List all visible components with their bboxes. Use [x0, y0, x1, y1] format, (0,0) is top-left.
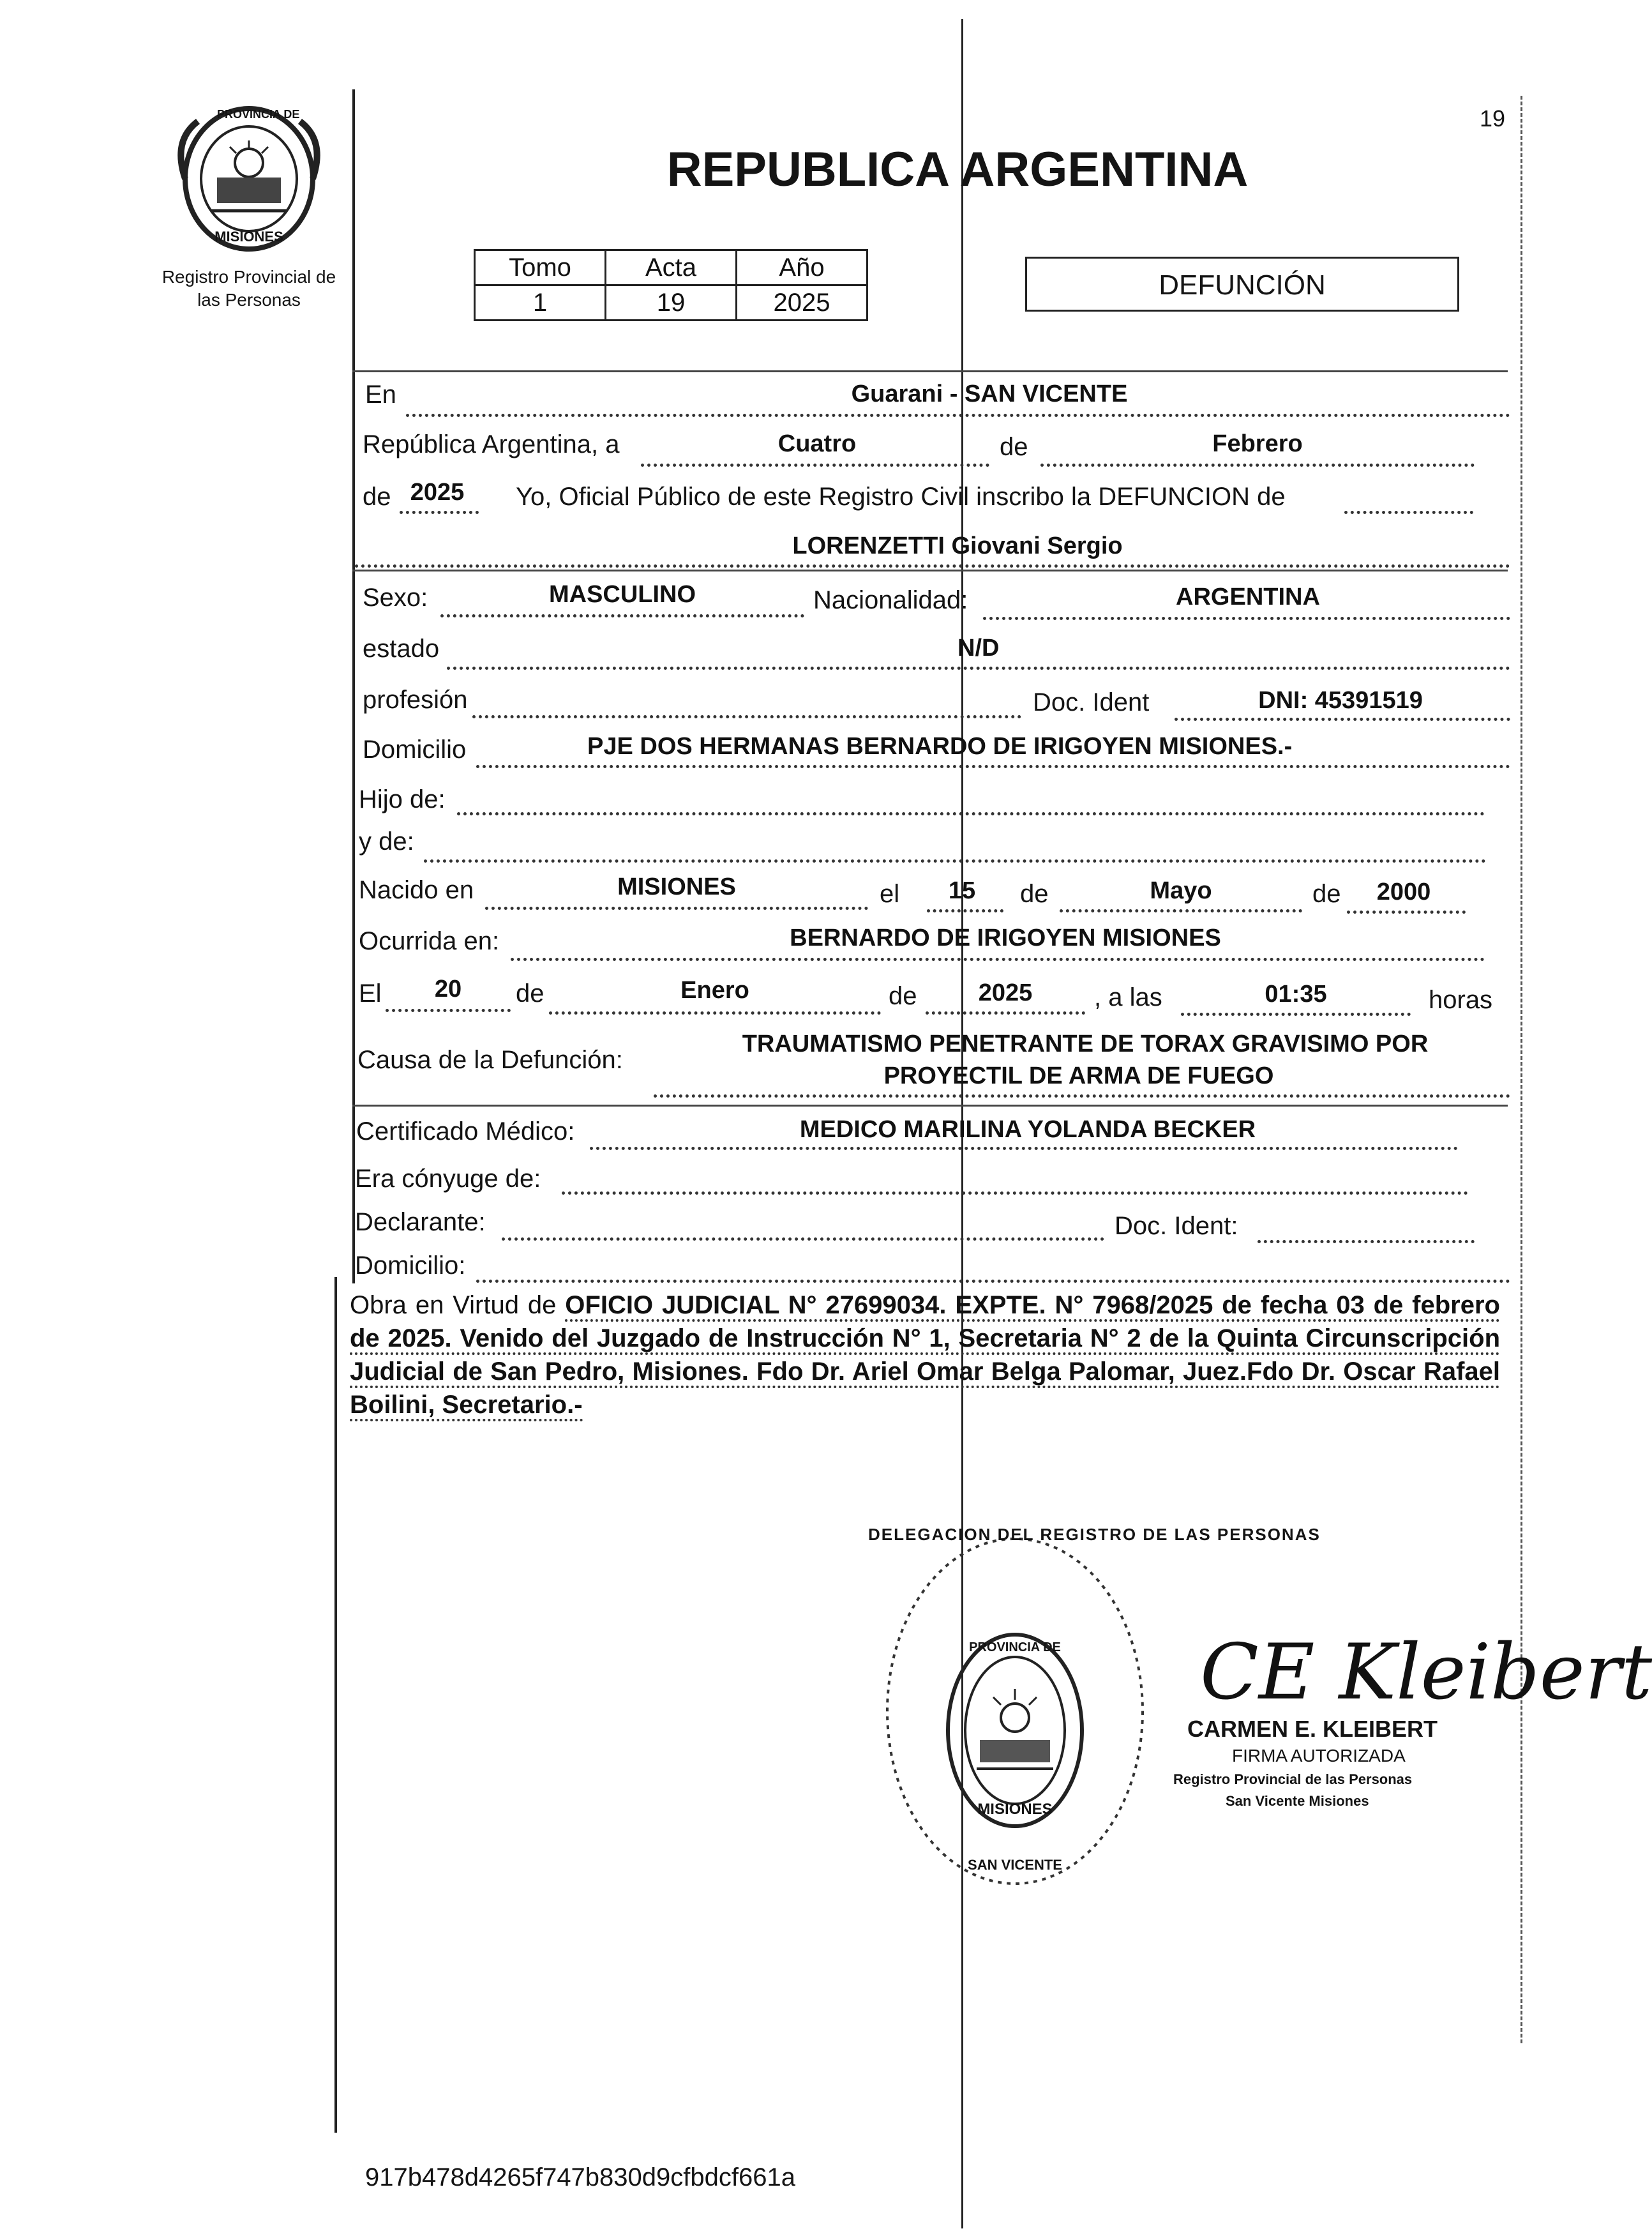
hijo-dotline	[457, 812, 1485, 815]
certificado-dotline	[590, 1147, 1458, 1150]
page-number: 19	[1480, 105, 1506, 132]
horas-label: horas	[1429, 986, 1493, 1014]
birth-de2: de	[1312, 880, 1341, 908]
en-dotline	[406, 414, 1510, 417]
domicilio2-label: Domicilio:	[355, 1252, 466, 1280]
sexo-dotline	[440, 614, 804, 617]
org-name-line1: Registro Provincial de	[161, 267, 336, 287]
registry-value-tomo: 1	[475, 285, 606, 321]
oficial-dotline	[1344, 511, 1473, 514]
registry-value-ano: 2025	[737, 285, 867, 321]
birth-month: Mayo	[1150, 877, 1212, 904]
registry-header-tomo: Tomo	[475, 250, 606, 285]
alas-label: , a las	[1094, 983, 1162, 1011]
obra-prefix: Obra en Virtud de	[350, 1291, 557, 1319]
year-dotline	[400, 511, 479, 514]
certificado-value: MEDICO MARILINA YOLANDA BECKER	[799, 1116, 1256, 1143]
row-separator	[352, 570, 1508, 571]
estado-label: estado	[363, 635, 440, 663]
left-margin-line-lower	[334, 1277, 337, 2133]
registry-table	[474, 249, 868, 321]
doc-ident-dotline	[1175, 718, 1510, 721]
document-hash: 917b478d4265f747b830d9cfbdcf661a	[365, 2163, 795, 2191]
domicilio-value: PJE DOS HERMANAS BERNARDO DE IRIGOYEN MISIONES.-	[587, 733, 1293, 760]
registry-header-acta: Acta	[606, 250, 737, 285]
signature-script: CE Kleibert	[1200, 1628, 1652, 1717]
causa-label: Causa de la Defunción:	[357, 1046, 623, 1074]
birth-day-dotline	[927, 909, 1003, 912]
year-prefix: de	[363, 483, 391, 511]
act-type: DEFUNCIÓN	[1159, 269, 1326, 301]
death-year-dotline	[926, 1011, 1085, 1015]
page-title: REPUBLICA ARGENTINA	[666, 142, 1249, 197]
estado-value: N/D	[957, 635, 1000, 662]
domicilio-label: Domicilio	[363, 736, 467, 764]
en-value: Guarani - SAN VICENTE	[851, 381, 1128, 407]
doc2-label: Doc. Ident:	[1115, 1212, 1238, 1240]
yde-label: y de:	[359, 828, 414, 856]
death-month-dotline	[549, 1011, 881, 1015]
act-type-box	[1025, 257, 1459, 312]
hijo-label: Hijo de:	[359, 785, 446, 813]
ocurrida-value: BERNARDO DE IRIGOYEN MISIONES	[790, 925, 1221, 951]
birth-day: 15	[948, 877, 976, 904]
day-text: Cuatro	[777, 430, 857, 457]
seal-inner-bottom: MISIONES	[977, 1801, 1053, 1818]
declarante-dotline	[502, 1237, 1104, 1241]
death-time-dotline	[1181, 1013, 1411, 1016]
death-de1: de	[516, 979, 544, 1008]
logo-top-text: PROVINCIA DE	[217, 108, 300, 121]
right-margin-line	[1521, 96, 1522, 2043]
birth-year-dotline	[1347, 911, 1466, 914]
nacionalidad-dotline	[983, 617, 1510, 620]
birth-year: 2000	[1376, 879, 1431, 905]
year-value: 2025	[410, 479, 465, 506]
causa-line2: PROYECTIL DE ARMA DE FUEGO	[883, 1063, 1274, 1089]
nacido-dotline	[485, 907, 868, 910]
nacionalidad-value: ARGENTINA	[1176, 584, 1320, 610]
deceased-name: LORENZETTI Giovani Sergio	[792, 533, 1123, 559]
logo-bottom-text: MISIONES	[214, 229, 283, 245]
domicilio2-dotline	[476, 1280, 1510, 1283]
day-dotline	[641, 464, 989, 467]
seal-bottom-text: SAN VICENTE	[968, 1857, 1062, 1873]
row-separator	[352, 370, 1508, 372]
el2-label: El	[359, 979, 382, 1008]
death-time: 01:35	[1265, 981, 1327, 1008]
death-day: 20	[434, 976, 462, 1002]
death-month: Enero	[680, 977, 749, 1004]
doc-ident-value: DNI: 45391519	[1258, 687, 1423, 714]
el-label: el	[880, 880, 900, 908]
domicilio-dotline	[476, 765, 1510, 768]
obra-en-virtud-paragraph	[350, 1289, 1500, 1421]
signature-name: CARMEN E. KLEIBERT	[1187, 1716, 1438, 1742]
causa-dotline	[654, 1094, 1510, 1098]
ocurrida-label: Ocurrida en:	[359, 927, 500, 955]
declarante-label: Declarante:	[355, 1208, 486, 1236]
obra-text: OFICIO JUDICIAL N° 27699034. EXPTE. N° 7968/2025 de fecha 03 de febrero de 2025. Venido del Juzgado de Instrucción N° 1, Secretaria N° 2 de la Quinta Circunscripción Judicial de San Pedro, Misiones. Fdo Dr. Ariel Omar Belga Palomar, Juez.Fdo Dr. Oscar Rafael Boilini, Secretario.-	[350, 1291, 1500, 1421]
oficial-text: Yo, Oficial Público de este Registro Civil inscribo la DEFUNCION de	[516, 483, 1286, 511]
sexo-value: MASCULINO	[548, 581, 696, 608]
birth-de1: de	[1020, 880, 1049, 908]
signature-role: FIRMA AUTORIZADA	[1232, 1746, 1406, 1766]
republica-label: República Argentina, a	[363, 430, 620, 458]
conyuge-label: Era cónyuge de:	[355, 1165, 541, 1193]
month-dotline	[1040, 464, 1475, 467]
seal-outer-text: DELEGACION DEL REGISTRO DE LAS PERSONAS	[868, 1525, 1321, 1544]
registry-value-acta: 19	[606, 285, 737, 321]
signature-place: San Vicente Misiones	[1226, 1793, 1369, 1809]
nacionalidad-label: Nacionalidad:	[813, 586, 968, 614]
estado-dotline	[447, 667, 1510, 670]
row-separator	[352, 1105, 1508, 1107]
profesion-label: profesión	[363, 686, 468, 714]
death-day-dotline	[386, 1009, 511, 1012]
nacido-label: Nacido en	[359, 876, 474, 904]
province-logo	[172, 102, 326, 255]
nacido-en-value: MISIONES	[617, 873, 736, 900]
doc-ident-label: Doc. Ident	[1033, 688, 1150, 716]
org-name-line2: las Personas	[197, 290, 301, 310]
yde-dotline	[424, 859, 1486, 863]
seal-inner-top: PROVINCIA DE	[969, 1640, 1061, 1654]
conyuge-dotline	[562, 1191, 1468, 1195]
birth-month-dotline	[1060, 909, 1302, 912]
en-label: En	[365, 381, 396, 409]
doc2-dotline	[1258, 1240, 1475, 1243]
profesion-dotline	[472, 715, 1021, 718]
death-de2: de	[889, 982, 917, 1010]
causa-line1: TRAUMATISMO PENETRANTE DE TORAX GRAVISIMO POR	[742, 1031, 1429, 1057]
ocurrida-dotline	[511, 958, 1485, 961]
signature-org: Registro Provincial de las Personas	[1173, 1771, 1413, 1787]
sexo-label: Sexo:	[363, 584, 428, 612]
month-text: Febrero	[1212, 430, 1303, 457]
registry-header-ano: Año	[737, 250, 867, 285]
name-dotline	[355, 564, 1510, 568]
death-year: 2025	[978, 979, 1033, 1006]
certificado-label: Certificado Médico:	[356, 1117, 575, 1146]
de-label: de	[1000, 433, 1028, 461]
